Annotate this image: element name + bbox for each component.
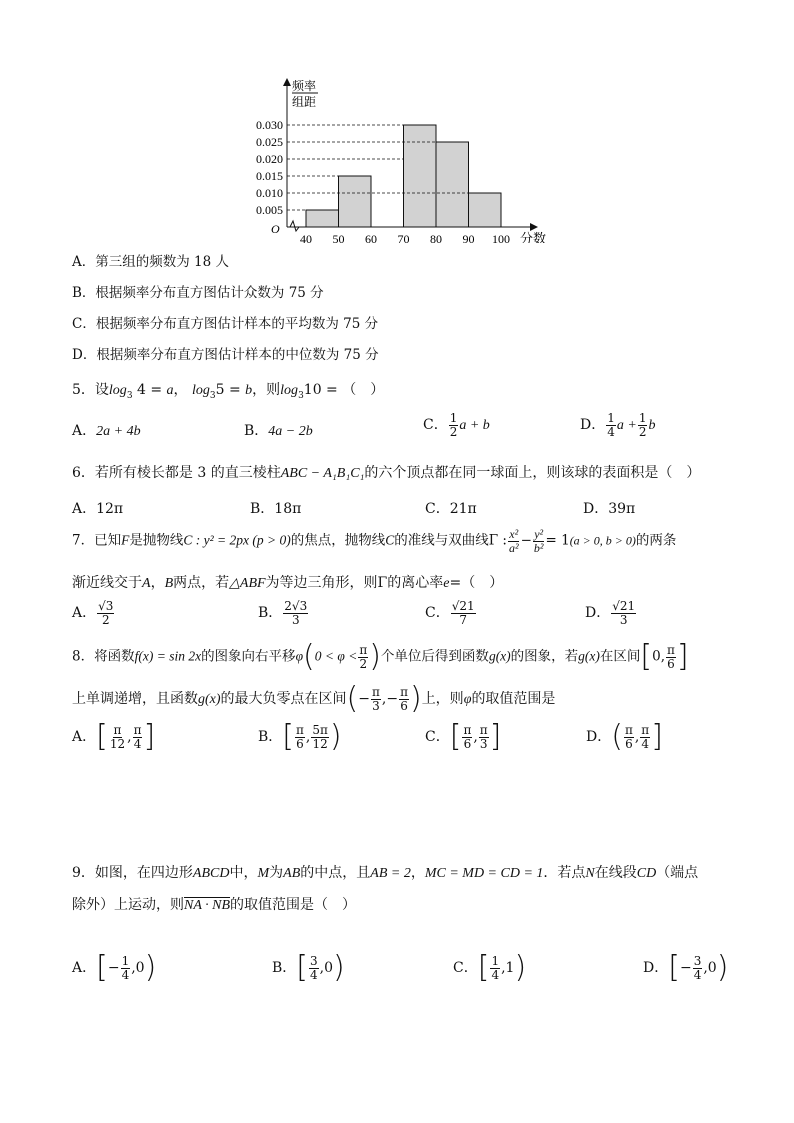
- q8-option-b: B．[ $\frac{\pi}{6}$ , $\frac{5\pi}{12}$ ): [258, 719, 342, 754]
- frequency-histogram: [240, 78, 560, 247]
- q5-stem: 5．设$\log_3 4 = a$， $\log_35 = b$，则$\log_310$ = （ ）: [72, 382, 385, 401]
- q7-option-d: D． $\frac{√21}{3}$: [585, 599, 636, 627]
- q4-option-b: B．根据频率分布直方图估计众数为 75 分: [72, 285, 324, 301]
- x-tick-label: 70: [397, 232, 410, 243]
- q9-option-c: C．[ $\frac{1}{4}$ ,1): [453, 950, 527, 985]
- y-label-bottom: 组距: [292, 95, 317, 109]
- q7-option-b: B． $\frac{2√3}{3}$: [258, 599, 308, 627]
- x-tick-label: 100: [492, 232, 510, 243]
- q6-option-c: C．21π: [425, 501, 477, 517]
- y-tick-label: 0.025: [256, 135, 283, 149]
- q8-stem-line2: 上单调递增，且函数g(x)的最大负零点在区间(− $\frac{\pi}{3}$ ,− $\frac{\pi}{6}$ )上，则φ的取值范围是: [72, 681, 556, 716]
- y-tick-label: 0.010: [256, 186, 283, 200]
- x-tick-label: 90: [462, 232, 475, 243]
- q8-stem-line1: 8．将函数f(x) = sin 2x的图象向右平移φ(0 < φ < $\frac{\pi}{2}$ )个单位后得到函数g(x)的图象，若g(x)在区间[0, $\frac{\pi}{6}$ ]: [72, 639, 689, 674]
- q6-option-b: B．18π: [250, 501, 302, 517]
- q9-stem-line2: 除外）上运动，则NA · NB的取值范围是（ ）: [72, 897, 357, 913]
- histogram-bar: [339, 176, 372, 227]
- q7-option-a: A． $\frac{√3}{2}$: [72, 599, 114, 627]
- histogram-bar: [404, 125, 437, 227]
- q6-stem: 6．若所有棱长都是 3 的直三棱柱ABC − A₁B₁C₁的六个顶点都在同一球面上，则该球的表面积是（ ）: [72, 465, 701, 481]
- q4-option-a: A．第三组的频数为 18 人: [72, 254, 230, 270]
- q8-option-d: D．( $\frac{\pi}{6}$ , $\frac{\pi}{4}$ ]: [586, 719, 663, 754]
- x-tick-label: 80: [430, 232, 442, 243]
- x-tick-label: 40: [300, 232, 312, 243]
- y-tick-label: 0.005: [256, 203, 283, 217]
- x-axis-arrow: [530, 223, 538, 231]
- q9-option-a: A．[− $\frac{1}{4}$ ,0): [72, 950, 157, 985]
- q5-option-b: B．4a − 2b: [244, 423, 313, 439]
- axis-break: [290, 221, 299, 231]
- q7-stem-line1: 7．已知F是抛物线C : y² = 2px (p > 0)的焦点，抛物线C的准线与双曲线Γ : $\frac{\text{x²}}{\text{a²}}$ − $\frac{\text{y²}}{\text{b²}}$ = 1(a > 0, b > 0)的两条: [72, 527, 677, 555]
- q7-stem-line2: 渐近线交于A，B两点，若△ABF为等边三角形，则Γ的离心率e=（ ）: [72, 575, 504, 591]
- q5-option-d: D． $\frac{1}{4}$ a + $\frac{1}{2}$ b: [580, 411, 656, 439]
- y-axis-arrow: [283, 78, 291, 86]
- q9-stem-line1: 9．如图，在四边形ABCD中，M为AB的中点，且AB = 2，MC = MD = CD = 1．若点N在线段CD（端点: [72, 865, 699, 881]
- y-tick-label: 0.030: [256, 118, 283, 132]
- y-tick-label: 0.015: [256, 169, 283, 183]
- q5-option-c: C． $\frac{1}{2}$ a + b: [423, 411, 490, 439]
- q4-option-c: C．根据频率分布直方图估计样本的平均数为 75 分: [72, 316, 379, 332]
- q7-option-c: C． $\frac{√21}{7}$: [425, 599, 475, 627]
- q6-option-d: D．39π: [583, 501, 636, 517]
- x-tick-label: 50: [332, 232, 345, 243]
- q8-option-c: C．[ $\frac{\pi}{6}$ , $\frac{\pi}{3}$ ]: [425, 719, 502, 754]
- histogram-bar: [306, 210, 339, 227]
- x-tick-label: 60: [365, 232, 377, 243]
- x-axis-label: 分数: [520, 231, 547, 243]
- origin-label: O: [271, 222, 280, 236]
- histogram-svg: [240, 78, 560, 243]
- q4-option-d: D．根据频率分布直方图估计样本的中位数为 75 分: [72, 347, 379, 363]
- q9-option-b: B．[ $\frac{3}{4}$ ,0): [272, 950, 345, 985]
- q9-option-d: D．[− $\frac{3}{4}$ ,0): [643, 950, 729, 985]
- q5-option-a: A．2a + 4b: [72, 423, 141, 439]
- y-tick-label: 0.020: [256, 152, 283, 166]
- q8-option-a: A．[ $\frac{\pi}{12}$ , $\frac{\pi}{4}$ ]: [72, 719, 156, 754]
- y-label-top: 频率: [292, 79, 317, 93]
- q6-option-a: A．12π: [72, 501, 124, 517]
- histogram-bar: [436, 142, 469, 227]
- histogram-bar: [469, 193, 502, 227]
